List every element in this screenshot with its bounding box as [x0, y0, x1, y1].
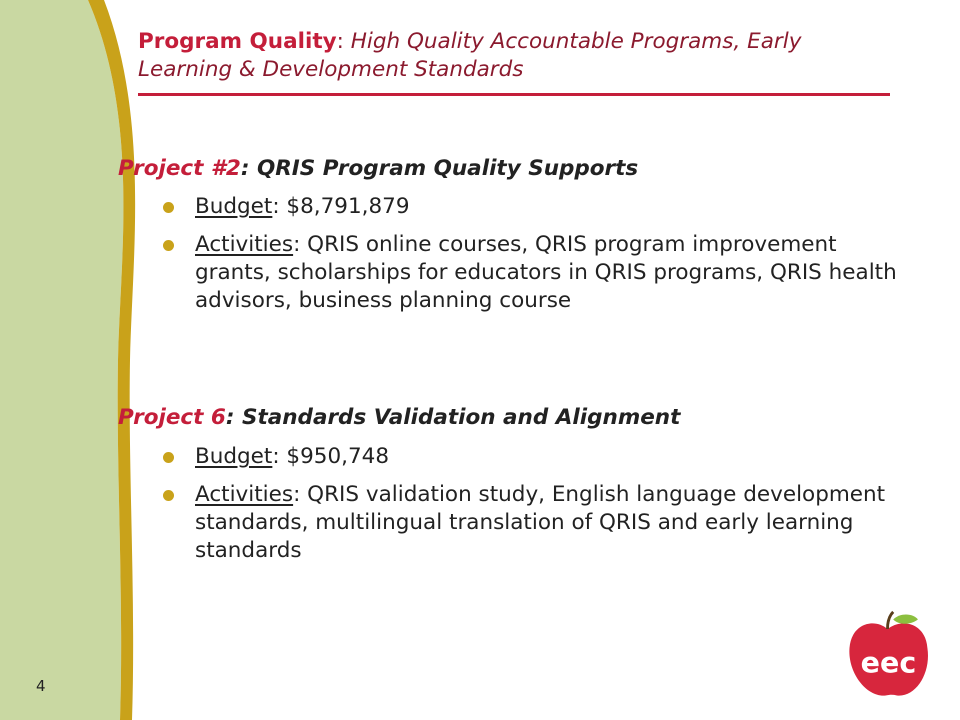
- project-number: Project 6: [118, 405, 226, 430]
- budget-label: Budget: [195, 194, 273, 219]
- activities-bullet: [163, 481, 903, 565]
- activities-value: : QRIS online courses, QRIS program improvement grants, scholarships for educators in QRIS programs, QRIS health advisors, business planning course: [195, 232, 897, 313]
- activities-value: : QRIS validation study, English language development standards, multilingual translation of QRIS and early learning standards: [195, 482, 886, 563]
- project-name: : Standards Validation and Alignment: [225, 405, 681, 430]
- activities-label: Activities: [195, 232, 294, 257]
- project-title: [118, 155, 638, 183]
- slide-header: [138, 28, 898, 84]
- bullet-icon: [163, 452, 174, 463]
- budget-value: : $8,791,879: [272, 194, 410, 219]
- project-name: : QRIS Program Quality Supports: [240, 156, 639, 181]
- decorative-left-band: [0, 0, 140, 720]
- project-title: [118, 404, 680, 432]
- budget-label: Budget: [195, 444, 273, 469]
- bullet-icon: [163, 490, 174, 501]
- bullet-icon: [163, 240, 174, 251]
- header-divider: [138, 93, 890, 96]
- activities-label: Activities: [195, 482, 294, 507]
- header-separator: :: [336, 29, 351, 54]
- logo-text: eec: [860, 646, 917, 680]
- bullet-icon: [163, 202, 174, 213]
- activities-bullet: [163, 231, 903, 315]
- header-title-bold: Program Quality: [138, 29, 337, 54]
- apple-logo-icon: [840, 610, 935, 705]
- budget-value: : $950,748: [272, 444, 390, 469]
- budget-bullet: [163, 193, 903, 221]
- budget-bullet: [163, 443, 903, 471]
- slide-number: 4: [36, 677, 46, 695]
- header-title-rest: High Quality Accountable Programs, Early Learning & Development Standards: [138, 29, 802, 82]
- project-number: Project #2: [118, 156, 241, 181]
